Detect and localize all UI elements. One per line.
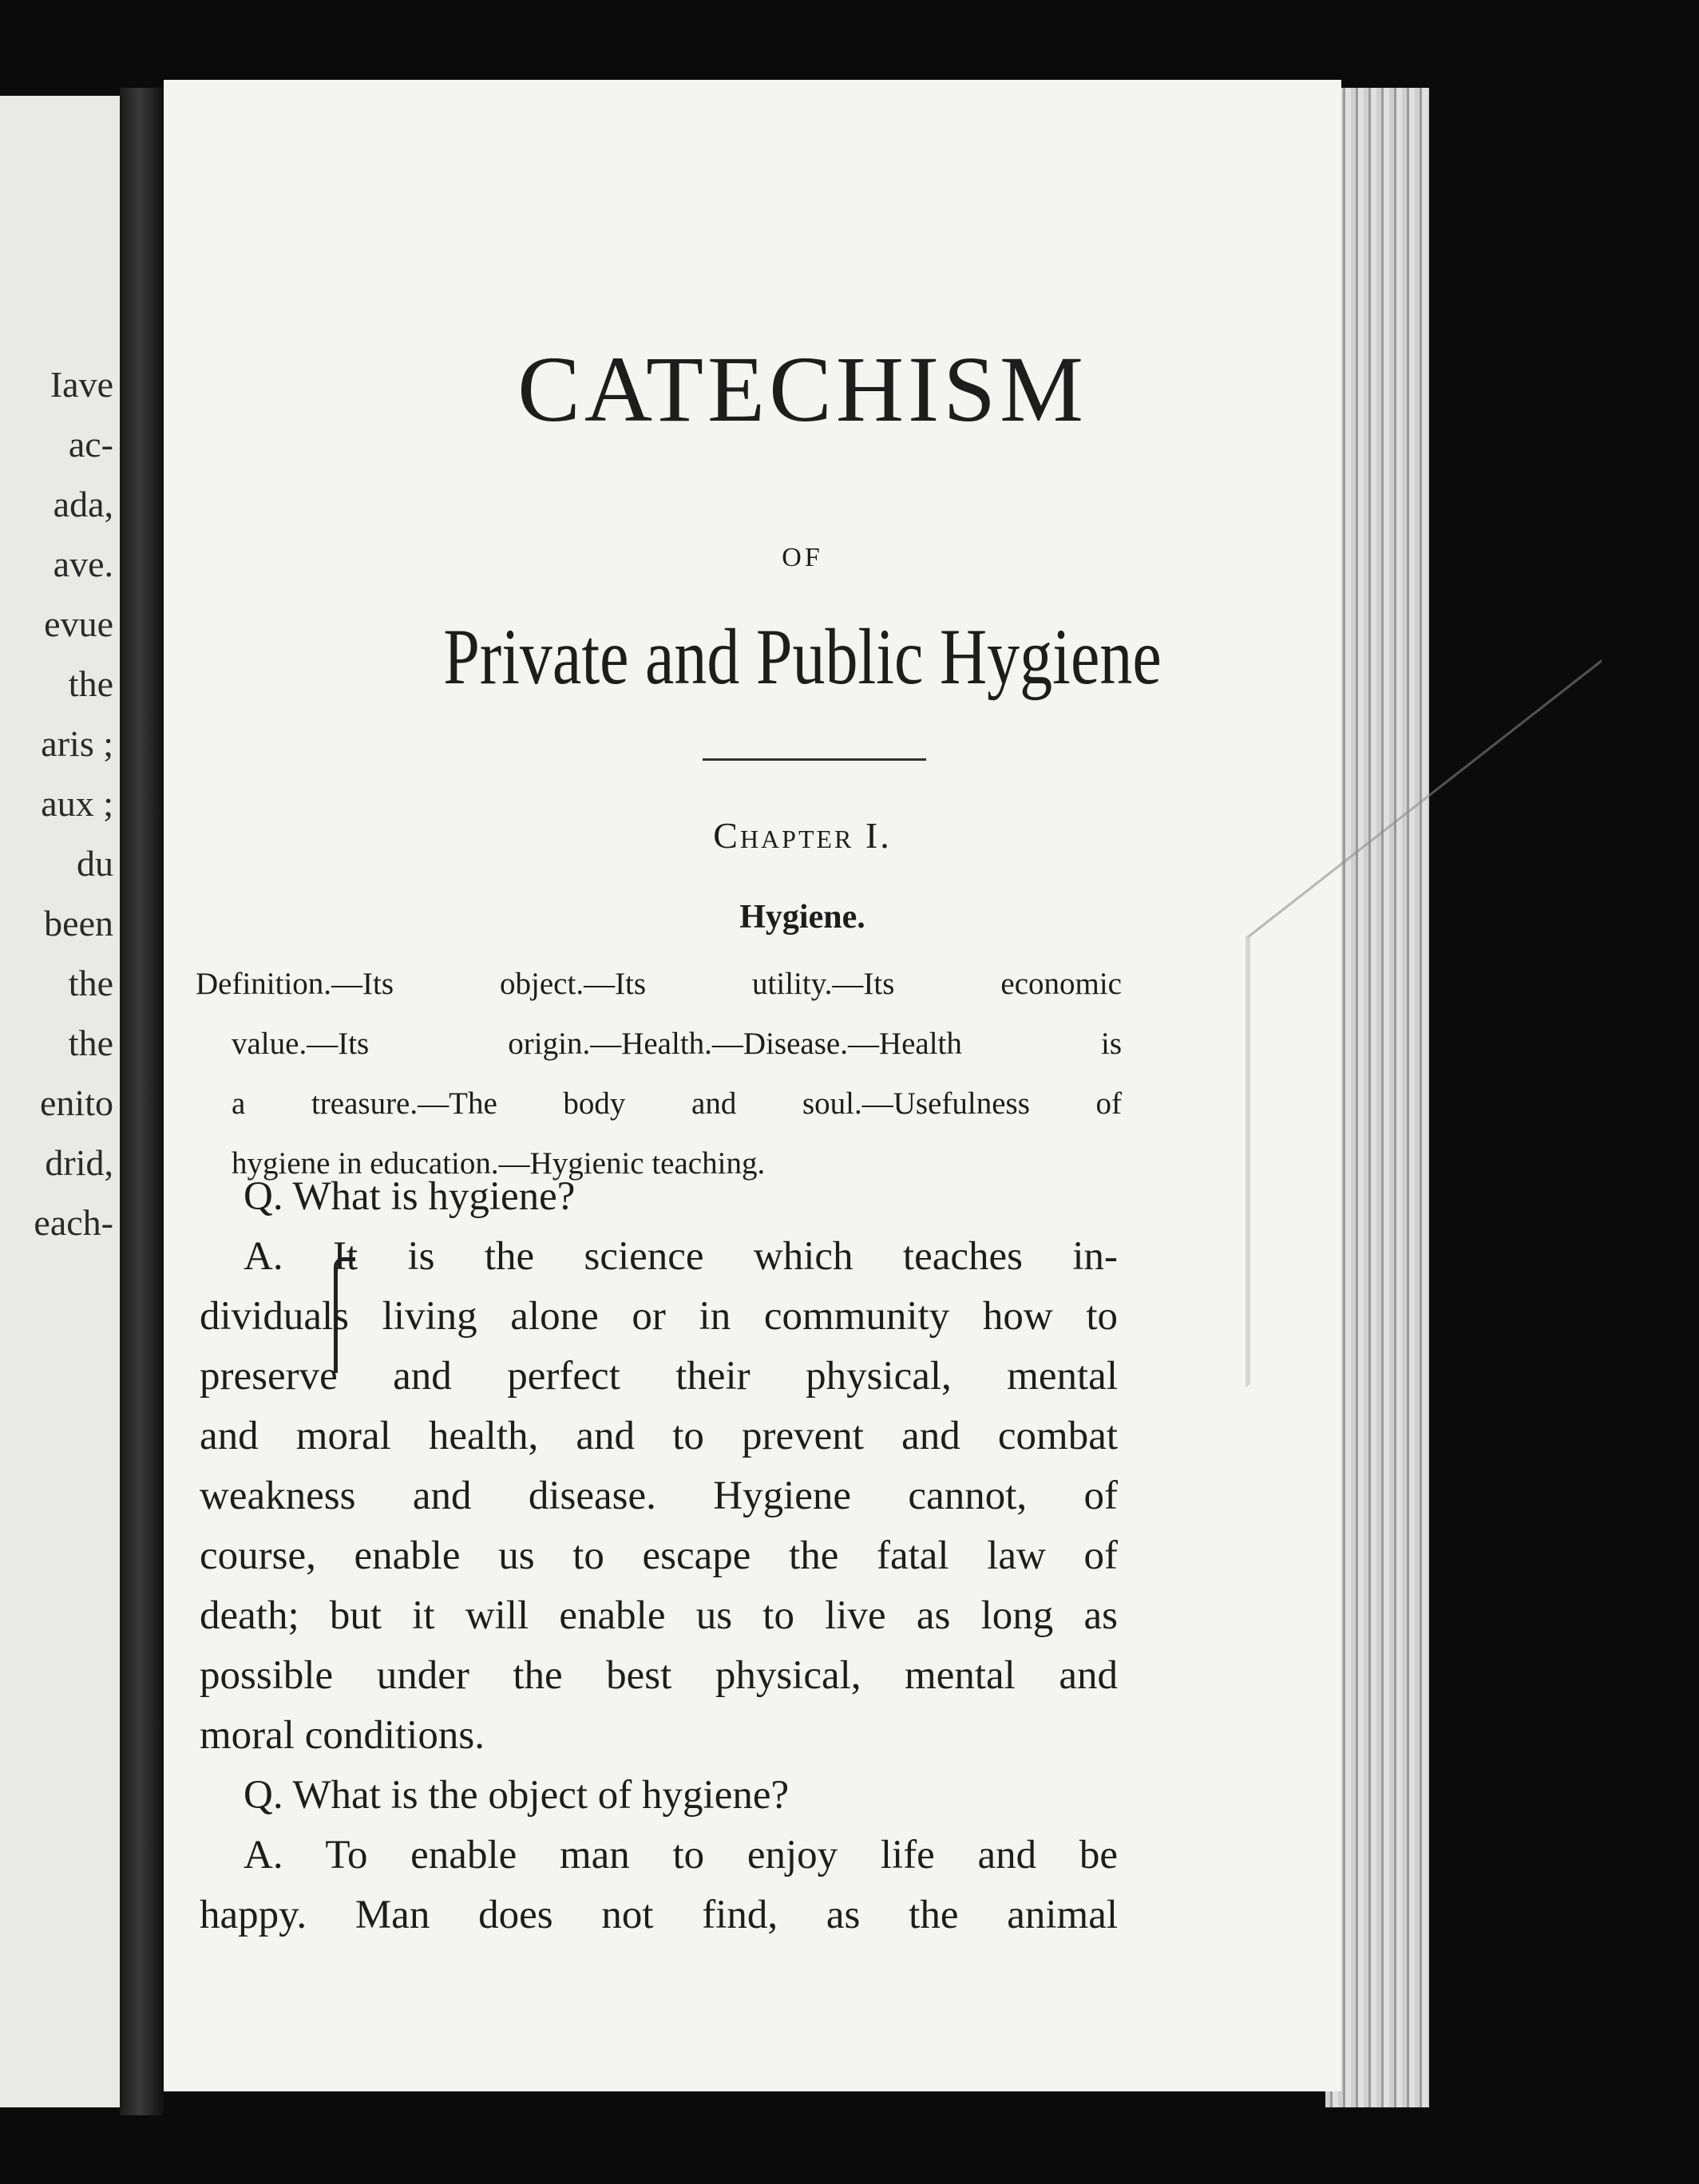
facing-line: ave. xyxy=(53,544,113,584)
answer-line: A. To enable man to enjoy life and be xyxy=(244,1833,1118,1877)
facing-line: du xyxy=(77,843,113,884)
title-connector: OF xyxy=(782,543,823,572)
chapter-heading: Chapter I. xyxy=(713,815,892,856)
body-line: weakness and disease. Hygiene cannot, of xyxy=(200,1474,1118,1518)
facing-line: each- xyxy=(34,1202,113,1243)
page-title: CATECHISM xyxy=(517,337,1087,441)
facing-page xyxy=(0,96,120,2107)
facing-line: ac- xyxy=(68,424,113,465)
body-line: dividuals living alone or in community how to xyxy=(200,1294,1118,1339)
summary-line: hygiene in education.—Hygienic teaching. xyxy=(232,1146,766,1181)
facing-line: been xyxy=(44,903,113,944)
answer-line: A. It is the science which teaches in- xyxy=(244,1234,1118,1279)
divider-rule xyxy=(703,758,926,761)
facing-line: enito xyxy=(40,1082,113,1123)
book-gutter xyxy=(120,88,164,2115)
body-line: moral conditions. xyxy=(200,1713,485,1758)
facing-line: aris ; xyxy=(41,723,113,764)
body-line: death; but it will enable us to live as long as xyxy=(200,1593,1118,1638)
facing-line: ada, xyxy=(53,484,113,524)
facing-line: drid, xyxy=(45,1142,113,1183)
body-line: happy. Man does not find, as the animal xyxy=(200,1893,1118,1937)
facing-line: aux ; xyxy=(41,783,113,824)
facing-line: the xyxy=(68,963,113,1003)
question-line: Q. What is the object of hygiene? xyxy=(244,1773,790,1818)
facing-line: the xyxy=(68,663,113,704)
facing-line: evue xyxy=(44,603,113,644)
summary-line: value.—Its origin.—Health.—Disease.—Health is xyxy=(232,1027,1122,1061)
summary-line: Definition.—Its object.—Its utility.—Its economic xyxy=(196,967,1122,1001)
body-line: course, enable us to escape the fatal law of xyxy=(200,1533,1118,1578)
body-line: possible under the best physical, mental and xyxy=(200,1653,1118,1698)
question-line: Q. What is hygiene? xyxy=(244,1174,576,1219)
facing-line: Iave xyxy=(50,364,113,405)
section-heading: Hygiene. xyxy=(739,899,865,936)
summary-line: a treasure.—The body and soul.—Usefulness of xyxy=(232,1086,1122,1121)
page-subtitle: Private and Public Hygiene xyxy=(443,612,1162,701)
body-line: and moral health, and to prevent and combat xyxy=(200,1414,1118,1458)
facing-line: the xyxy=(68,1023,113,1063)
body-line: preserve and perfect their physical, mental xyxy=(200,1354,1118,1399)
